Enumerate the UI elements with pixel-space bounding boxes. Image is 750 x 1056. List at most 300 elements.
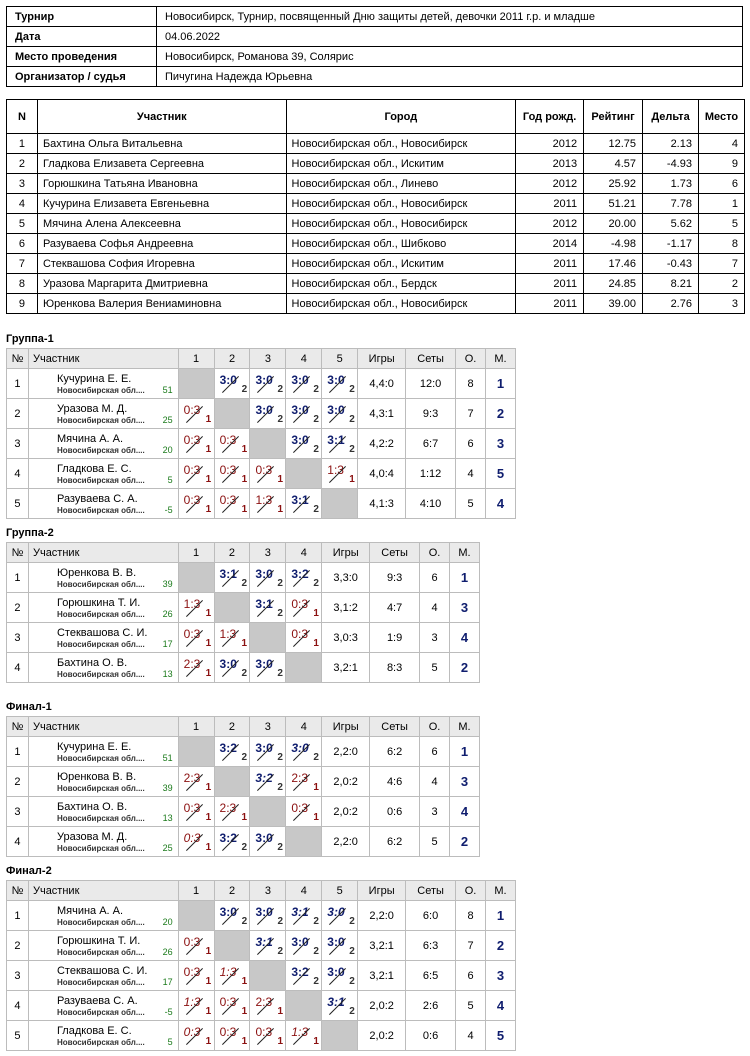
row-games: 4,3:1 — [358, 399, 406, 429]
match-points: 2 — [313, 976, 319, 987]
match-points: 2 — [349, 916, 355, 927]
participant-delta: 5.62 — [643, 214, 699, 234]
match-points: 2 — [277, 384, 284, 395]
row-number: 2 — [7, 931, 29, 961]
player-name: Бахтина О. В. — [56, 657, 128, 669]
row-sets: 6:5 — [406, 961, 456, 991]
col-points: О. — [420, 543, 450, 563]
match-result-cell — [286, 961, 322, 991]
row-sets: 9:3 — [370, 563, 420, 593]
match-score: 3:1 — [327, 433, 345, 447]
match-result-cell — [250, 369, 286, 399]
self-match-cell — [214, 399, 250, 429]
player-name: Юренкова В. В. — [56, 771, 137, 783]
info-row — [7, 67, 743, 87]
col-sets: Сеты — [370, 717, 420, 737]
participant-name: Разуваева Софья Андреевна — [37, 234, 286, 254]
player-rating: 5 — [167, 1037, 173, 1047]
match-result-cell — [178, 961, 214, 991]
participant-name: Кучурина Елизавета Евгеньевна — [37, 194, 286, 214]
row-games: 2,2:0 — [358, 901, 406, 931]
match-points: 2 — [349, 976, 355, 987]
match-result-cell — [250, 931, 286, 961]
participant-name: Бахтина Ольга Витальевна — [37, 134, 286, 154]
row-sets: 9:3 — [406, 399, 456, 429]
col-place: М. — [449, 717, 479, 737]
row-number: 1 — [7, 369, 29, 399]
participant-rating: 4.57 — [584, 154, 643, 174]
row-games: 3,2:1 — [358, 931, 406, 961]
col-rating: Рейтинг — [584, 100, 643, 134]
row-sets: 6:2 — [370, 827, 420, 857]
row-sets: 12:0 — [406, 369, 456, 399]
row-points: 7 — [456, 931, 486, 961]
match-score: 3:0 — [255, 657, 273, 671]
row-sets: 8:3 — [370, 653, 420, 683]
player-city: Новосибирская обл.... — [56, 844, 145, 853]
col-opponent-4: 4 — [286, 349, 322, 369]
row-games: 2,2:0 — [322, 827, 370, 857]
self-match-cell — [286, 653, 322, 683]
player-rating: -5 — [164, 1007, 173, 1017]
info-row — [7, 7, 743, 27]
player-city: Новосибирская обл.... — [56, 640, 145, 649]
participant-place: 8 — [698, 234, 744, 254]
col-games: Игры — [358, 881, 406, 901]
participant-name: Горюшкина Татьяна Ивановна — [37, 174, 286, 194]
player-rating: 25 — [162, 843, 173, 853]
row-points: 6 — [456, 961, 486, 991]
match-score: 3:2 — [255, 771, 273, 785]
row-place: 4 — [449, 797, 479, 827]
participant-city: Новосибирская обл., Новосибирск — [286, 134, 516, 154]
row-number: 5 — [7, 489, 29, 519]
player-rating: 26 — [162, 609, 173, 619]
col-points: О. — [456, 881, 486, 901]
participant-n: 9 — [7, 294, 38, 314]
group-title: Финал-2 — [6, 865, 52, 877]
player-name: Уразова М. Д. — [56, 403, 128, 415]
group-header-row — [7, 881, 516, 901]
match-score: 0:3 — [219, 463, 237, 477]
group-row — [7, 593, 480, 623]
row-games: 3,2:1 — [358, 961, 406, 991]
player-rating: 51 — [162, 753, 173, 763]
match-result-cell — [214, 429, 250, 459]
participant-place: 9 — [698, 154, 744, 174]
match-points: 2 — [241, 384, 248, 395]
info-key: Дата — [7, 27, 157, 47]
match-result-cell — [250, 489, 286, 519]
row-games: 3,1:2 — [322, 593, 370, 623]
row-games: 2,0:2 — [322, 797, 370, 827]
participant-row — [7, 214, 745, 234]
match-score: 3:0 — [255, 831, 273, 845]
match-result-cell — [214, 653, 250, 683]
col-opponent-1: 1 — [178, 717, 214, 737]
row-sets: 6:7 — [406, 429, 456, 459]
row-games: 2,0:2 — [358, 1021, 406, 1051]
info-row — [7, 27, 743, 47]
info-key: Организатор / судья — [7, 67, 157, 87]
row-number: 3 — [7, 797, 29, 827]
match-result-cell — [286, 369, 322, 399]
col-delta: Дельта — [643, 100, 699, 134]
match-result-cell — [250, 563, 286, 593]
row-points: 5 — [456, 489, 486, 519]
match-score: 3:0 — [327, 965, 345, 979]
info-key: Турнир — [7, 7, 157, 27]
player-cell — [28, 429, 178, 459]
participant-city: Новосибирская обл., Новосибирск — [286, 294, 516, 314]
match-result-cell — [250, 1021, 286, 1051]
player-name: Мячина А. А. — [56, 433, 124, 445]
group-table — [6, 348, 516, 519]
match-score: 2:3 — [219, 801, 237, 815]
row-points: 6 — [420, 563, 450, 593]
col-opponent-1: 1 — [178, 349, 214, 369]
player-rating: 17 — [162, 977, 173, 987]
match-result-cell — [250, 901, 286, 931]
match-score: 0:3 — [183, 965, 201, 979]
group-row — [7, 399, 516, 429]
participant-delta: 1.73 — [643, 174, 699, 194]
match-points: 2 — [313, 504, 319, 515]
row-number: 5 — [7, 1021, 29, 1051]
group-row — [7, 489, 516, 519]
info-value: Новосибирск, Романова 39, Солярис — [157, 47, 743, 67]
player-cell — [28, 931, 178, 961]
group-table — [6, 880, 516, 1051]
player-city: Новосибирская обл.... — [56, 416, 145, 425]
row-games: 3,2:1 — [322, 653, 370, 683]
match-result-cell — [286, 593, 322, 623]
match-result-cell — [214, 827, 250, 857]
player-rating: 13 — [162, 813, 173, 823]
self-match-cell — [214, 593, 250, 623]
participant-year: 2011 — [516, 194, 584, 214]
player-city: Новосибирская обл.... — [56, 784, 145, 793]
col-points: О. — [456, 349, 486, 369]
row-games: 2,0:2 — [322, 767, 370, 797]
match-points: 1 — [277, 1006, 284, 1017]
match-score: 3:0 — [291, 741, 309, 755]
match-result-cell — [214, 1021, 250, 1051]
match-points: 2 — [313, 384, 319, 395]
match-score: 1:3 — [291, 1025, 309, 1039]
col-opponent-3: 3 — [250, 349, 286, 369]
participant-rating: 24.85 — [584, 274, 643, 294]
participant-year: 2011 — [516, 254, 584, 274]
participant-place: 5 — [698, 214, 744, 234]
col-n: N — [7, 100, 38, 134]
match-score: 0:3 — [219, 493, 237, 507]
participant-rating: 20.00 — [584, 214, 643, 234]
row-place: 3 — [449, 593, 479, 623]
row-place: 4 — [485, 489, 515, 519]
match-result-cell — [178, 593, 214, 623]
row-sets: 4:10 — [406, 489, 456, 519]
row-points: 5 — [420, 653, 450, 683]
participant-n: 1 — [7, 134, 38, 154]
row-sets: 4:7 — [370, 593, 420, 623]
match-result-cell — [178, 429, 214, 459]
info-value: 04.06.2022 — [157, 27, 743, 47]
player-name: Уразова М. Д. — [56, 831, 128, 843]
row-number: 3 — [7, 429, 29, 459]
match-score: 3:0 — [327, 403, 345, 417]
match-points: 1 — [277, 1036, 284, 1047]
match-score: 3:2 — [291, 567, 309, 581]
player-rating: 51 — [162, 385, 173, 395]
self-match-cell — [178, 369, 214, 399]
match-points: 1 — [205, 608, 212, 619]
match-result-cell — [322, 961, 358, 991]
match-score: 0:3 — [219, 995, 237, 1009]
player-city: Новосибирская обл.... — [56, 476, 145, 485]
match-result-cell — [250, 991, 286, 1021]
player-rating: 39 — [162, 783, 173, 793]
col-opponent-4: 4 — [286, 717, 322, 737]
player-cell — [28, 489, 178, 519]
match-score: 3:2 — [291, 965, 309, 979]
participant-city: Новосибирская обл., Линево — [286, 174, 516, 194]
row-points: 8 — [456, 901, 486, 931]
row-games: 4,0:4 — [358, 459, 406, 489]
match-points: 1 — [205, 444, 212, 455]
participant-n: 7 — [7, 254, 38, 274]
participant-rating: 17.46 — [584, 254, 643, 274]
match-points: 2 — [241, 916, 248, 927]
participant-name: Гладкова Елизавета Сергеевна — [37, 154, 286, 174]
match-score: 3:0 — [219, 905, 237, 919]
player-cell — [28, 369, 178, 399]
match-result-cell — [322, 931, 358, 961]
match-result-cell — [286, 623, 322, 653]
col-place: М. — [485, 881, 515, 901]
row-points: 4 — [456, 459, 486, 489]
row-points: 5 — [420, 827, 450, 857]
col-opponent-2: 2 — [214, 881, 250, 901]
match-points: 2 — [277, 842, 283, 853]
row-games: 2,2:0 — [322, 737, 370, 767]
row-games: 4,4:0 — [358, 369, 406, 399]
match-score: 2:3 — [255, 995, 273, 1009]
row-sets: 6:2 — [370, 737, 420, 767]
match-points: 1 — [241, 1006, 248, 1017]
match-result-cell — [286, 563, 322, 593]
col-games: Игры — [322, 543, 370, 563]
match-result-cell — [250, 399, 286, 429]
col-opponent-5: 5 — [322, 881, 358, 901]
match-points: 2 — [349, 384, 355, 395]
participant-n: 5 — [7, 214, 38, 234]
participant-year: 2011 — [516, 274, 584, 294]
match-points: 1 — [205, 1006, 212, 1017]
match-score: 3:1 — [327, 995, 345, 1009]
group-row — [7, 827, 480, 857]
match-score: 0:3 — [219, 1025, 237, 1039]
participant-n: 4 — [7, 194, 38, 214]
match-score: 3:0 — [219, 657, 237, 671]
group-row — [7, 737, 480, 767]
col-opponent-4: 4 — [286, 543, 322, 563]
player-name: Стеквашова С. И. — [56, 627, 148, 639]
row-place: 2 — [485, 399, 515, 429]
match-points: 1 — [313, 638, 319, 649]
self-match-cell — [178, 563, 214, 593]
group-row — [7, 369, 516, 399]
self-match-cell — [250, 797, 286, 827]
self-match-cell — [214, 767, 250, 797]
match-points: 1 — [313, 782, 319, 793]
match-result-cell — [178, 1021, 214, 1051]
match-score: 1:3 — [183, 597, 201, 611]
participant-name: Стеквашова София Игоревна — [37, 254, 286, 274]
match-points: 1 — [241, 638, 248, 649]
col-place: Место — [698, 100, 744, 134]
match-points: 1 — [205, 474, 212, 485]
match-points: 2 — [313, 578, 319, 589]
match-score: 0:3 — [219, 433, 237, 447]
match-result-cell — [250, 653, 286, 683]
info-key: Место проведения — [7, 47, 157, 67]
player-name: Бахтина О. В. — [56, 801, 128, 813]
row-place: 5 — [485, 459, 515, 489]
row-place: 3 — [449, 767, 479, 797]
match-points: 2 — [313, 752, 319, 763]
row-games: 4,2:2 — [358, 429, 406, 459]
match-result-cell — [286, 429, 322, 459]
player-city: Новосибирская обл.... — [56, 754, 145, 763]
row-points: 3 — [420, 797, 450, 827]
player-city: Новосибирская обл.... — [56, 814, 145, 823]
participant-year: 2012 — [516, 214, 584, 234]
participant-place: 7 — [698, 254, 744, 274]
col-birth-year: Год рожд. — [516, 100, 584, 134]
match-score: 1:3 — [183, 995, 201, 1009]
match-result-cell — [178, 399, 214, 429]
match-result-cell — [214, 459, 250, 489]
col-points: О. — [420, 717, 450, 737]
match-score: 0:3 — [183, 433, 201, 447]
row-sets: 0:6 — [406, 1021, 456, 1051]
match-score: 3:1 — [291, 905, 309, 919]
col-place: М. — [449, 543, 479, 563]
match-result-cell — [286, 931, 322, 961]
match-result-cell — [214, 737, 250, 767]
col-opponent-4: 4 — [286, 881, 322, 901]
col-opponent-1: 1 — [178, 543, 214, 563]
self-match-cell — [178, 737, 214, 767]
row-points: 7 — [456, 399, 486, 429]
match-result-cell — [250, 459, 286, 489]
player-name: Разуваева С. А. — [56, 995, 138, 1007]
row-number: 3 — [7, 623, 29, 653]
col-place: М. — [485, 349, 515, 369]
player-city: Новосибирская обл.... — [56, 610, 145, 619]
match-result-cell — [322, 901, 358, 931]
row-place: 5 — [485, 1021, 515, 1051]
row-sets: 0:6 — [370, 797, 420, 827]
match-score: 3:0 — [291, 935, 309, 949]
participant-row — [7, 134, 745, 154]
match-score: 3:0 — [255, 373, 273, 387]
match-score: 3:0 — [327, 935, 345, 949]
player-cell — [28, 827, 178, 857]
self-match-cell — [214, 931, 250, 961]
row-games: 4,1:3 — [358, 489, 406, 519]
participant-row — [7, 174, 745, 194]
row-place: 3 — [485, 429, 515, 459]
row-place: 2 — [449, 653, 479, 683]
row-place: 1 — [485, 369, 515, 399]
match-score: 3:0 — [255, 567, 273, 581]
player-name: Гладкова Е. С. — [56, 1025, 132, 1037]
match-points: 2 — [313, 946, 319, 957]
match-score: 0:3 — [183, 935, 201, 949]
row-place: 4 — [485, 991, 515, 1021]
info-value: Пичугина Надежда Юрьевна — [157, 67, 743, 87]
match-result-cell — [178, 991, 214, 1021]
group-title: Группа-2 — [6, 527, 54, 539]
row-number: 3 — [7, 961, 29, 991]
participant-city: Новосибирская обл., Искитим — [286, 254, 516, 274]
match-result-cell — [178, 459, 214, 489]
match-points: 1 — [313, 608, 319, 619]
match-result-cell — [178, 797, 214, 827]
participant-row — [7, 194, 745, 214]
match-points: 2 — [349, 444, 355, 455]
match-result-cell — [250, 593, 286, 623]
match-points: 1 — [313, 812, 319, 823]
player-city: Новосибирская обл.... — [56, 386, 145, 395]
match-result-cell — [322, 429, 358, 459]
player-city: Новосибирская обл.... — [56, 918, 145, 927]
player-rating: 17 — [162, 639, 173, 649]
match-score: 0:3 — [291, 801, 308, 815]
participant-year: 2012 — [516, 174, 584, 194]
match-points: 2 — [277, 916, 284, 927]
participant-delta: -0.43 — [643, 254, 699, 274]
match-score: 1:3 — [255, 493, 273, 507]
participant-name: Юренкова Валерия Вениаминовна — [37, 294, 286, 314]
col-participant: Участник — [28, 881, 178, 901]
match-score: 3:0 — [327, 905, 345, 919]
match-score: 3:0 — [255, 905, 273, 919]
match-result-cell — [322, 399, 358, 429]
player-cell — [28, 737, 178, 767]
col-sets: Сеты — [370, 543, 420, 563]
participant-delta: -1.17 — [643, 234, 699, 254]
participant-row — [7, 254, 745, 274]
row-number: 4 — [7, 991, 29, 1021]
participant-delta: 8.21 — [643, 274, 699, 294]
row-sets: 6:0 — [406, 901, 456, 931]
info-row — [7, 47, 743, 67]
row-points: 4 — [456, 1021, 486, 1051]
match-result-cell — [178, 827, 214, 857]
match-result-cell — [214, 489, 250, 519]
match-points: 1 — [205, 504, 212, 515]
match-score: 2:3 — [183, 657, 201, 671]
match-points: 1 — [241, 976, 248, 987]
match-points: 1 — [205, 812, 212, 823]
col-participant: Участник — [28, 717, 178, 737]
self-match-cell — [178, 901, 214, 931]
row-games: 3,0:3 — [322, 623, 370, 653]
match-points: 1 — [205, 1036, 212, 1047]
